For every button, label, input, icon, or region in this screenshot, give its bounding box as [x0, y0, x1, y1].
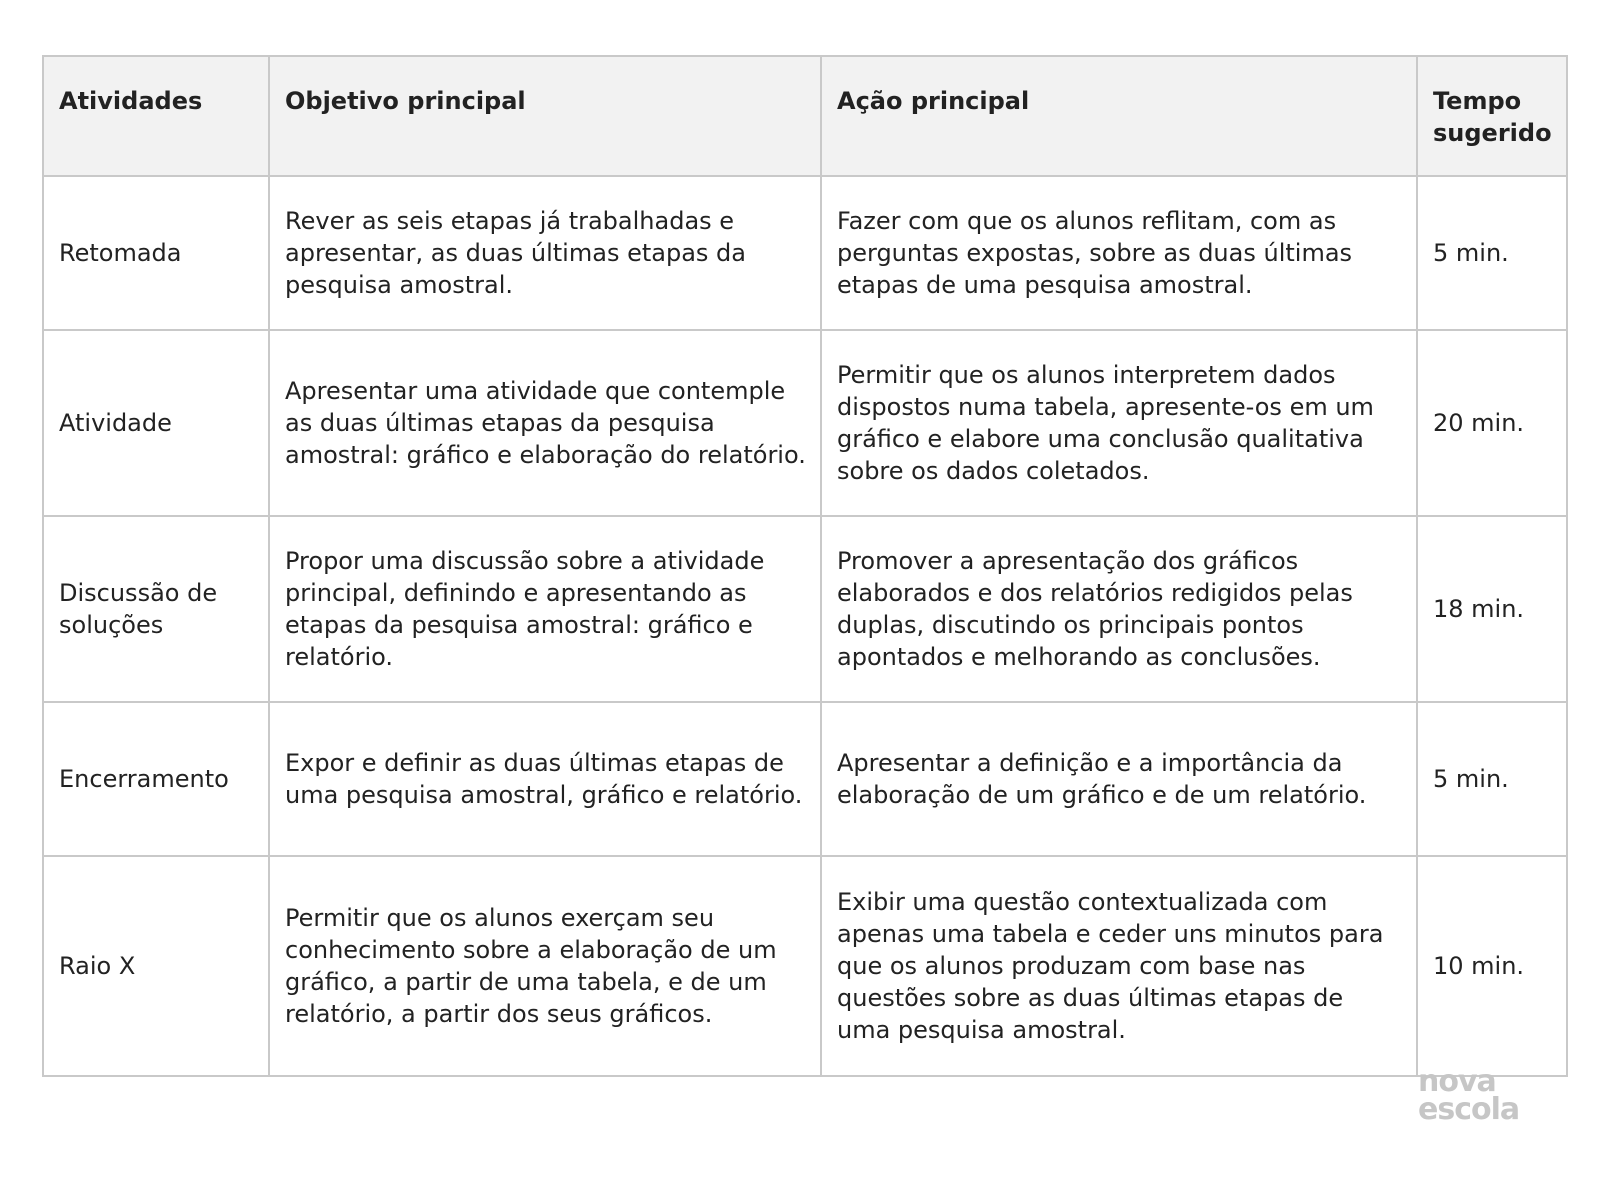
cell-acao: Permitir que os alunos interpretem dados dispostos numa tabela, apresente-os em um gráfico e elabore uma conclusão qualitativa sobre os dados coletados.	[821, 330, 1417, 516]
lesson-plan-table	[42, 55, 1568, 1077]
cell-atividade: Discussão de soluções	[43, 516, 269, 702]
header-atividades: Atividades	[43, 56, 269, 176]
cell-objetivo: Expor e definir as duas últimas etapas de uma pesquisa amostral, gráfico e relatório.	[269, 702, 821, 856]
cell-atividade: Raio X	[43, 856, 269, 1076]
cell-atividade: Retomada	[43, 176, 269, 330]
table-row	[43, 330, 1567, 516]
cell-tempo: 20 min.	[1417, 330, 1567, 516]
header-acao-principal: Ação principal	[821, 56, 1417, 176]
cell-objetivo: Rever as seis etapas já trabalhadas e apresentar, as duas últimas etapas da pesquisa amostral.	[269, 176, 821, 330]
nova-escola-logo	[1418, 1064, 1538, 1127]
cell-atividade: Atividade	[43, 330, 269, 516]
cell-tempo: 18 min.	[1417, 516, 1567, 702]
cell-tempo: 5 min.	[1417, 702, 1567, 856]
table-row	[43, 516, 1567, 702]
cell-acao: Promover a apresentação dos gráficos elaborados e dos relatórios redigidos pelas duplas, discutindo os principais pontos apontados e melhorando as conclusões.	[821, 516, 1417, 702]
cell-acao: Fazer com que os alunos reflitam, com as perguntas expostas, sobre as duas últimas etapas de uma pesquisa amostral.	[821, 176, 1417, 330]
logo-line-nova: nova	[1418, 1064, 1496, 1099]
header-tempo-sugerido: Tempo sugerido	[1417, 56, 1567, 176]
cell-atividade: Encerramento	[43, 702, 269, 856]
cell-tempo: 10 min.	[1417, 856, 1567, 1076]
cell-objetivo: Apresentar uma atividade que contemple as duas últimas etapas da pesquisa amostral: gráfico e elaboração do relatório.	[269, 330, 821, 516]
table-row	[43, 702, 1567, 856]
cell-tempo: 5 min.	[1417, 176, 1567, 330]
header-objetivo-principal: Objetivo principal	[269, 56, 821, 176]
cell-objetivo: Permitir que os alunos exerçam seu conhecimento sobre a elaboração de um gráfico, a partir de uma tabela, e de um relatório, a partir dos seus gráficos.	[269, 856, 821, 1076]
cell-objetivo: Propor uma discussão sobre a atividade principal, definindo e apresentando as etapas da pesquisa amostral: gráfico e relatório.	[269, 516, 821, 702]
table-row	[43, 176, 1567, 330]
cell-acao: Exibir uma questão contextualizada com apenas uma tabela e ceder uns minutos para que os alunos produzam com base nas questões sobre as duas últimas etapas de uma pesquisa amostral.	[821, 856, 1417, 1076]
table-row	[43, 856, 1567, 1076]
cell-acao: Apresentar a definição e a importância da elaboração de um gráfico e de um relatório.	[821, 702, 1417, 856]
logo-line-escola: escola	[1418, 1092, 1520, 1127]
table-header-row	[43, 56, 1567, 176]
